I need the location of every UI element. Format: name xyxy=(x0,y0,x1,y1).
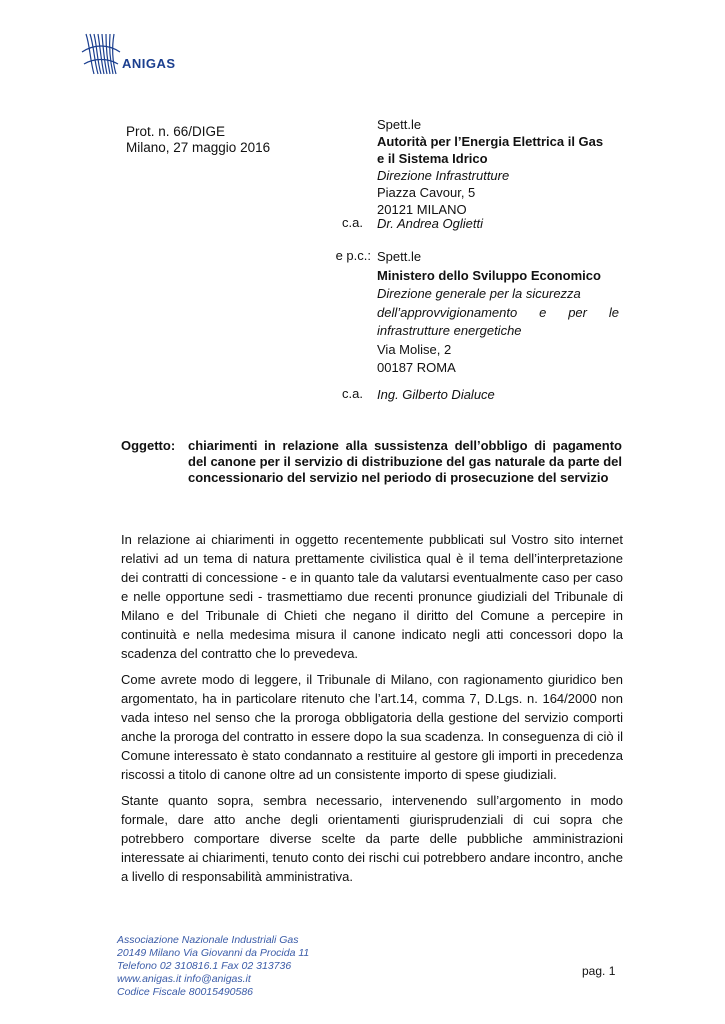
protocol-date: Milano, 27 maggio 2016 xyxy=(126,140,271,155)
recipient-2-city: 00187 ROMA xyxy=(377,360,456,375)
recipient-1-ca-label: c.a. xyxy=(342,215,363,230)
body-paragraph-3: Stante quanto sopra, sembra necessario, intervenendo sull’argomento in modo formale, dare atto anche degli orientamenti giurisprudenziali di cui sopra che potrebbero comportare diverse scelte da parte delle pubbliche amministrazioni interessate ai chiarimenti, tenuto conto dei rischi cui potrebbero andare incontro, anche a livello di responsabilità amministrativa. xyxy=(121,793,623,884)
recipient-2-ca-label: c.a. xyxy=(342,386,363,401)
subject-label: Oggetto: xyxy=(121,438,176,453)
recipient-2-epc-label: e p.c.: xyxy=(335,248,371,263)
recipient-1-name-line2: e il Sistema Idrico xyxy=(377,151,488,166)
recipient-2-department-line3: infrastrutture energetiche xyxy=(377,323,522,338)
recipient-2-ca-person: Ing. Gilberto Dialuce xyxy=(377,387,495,402)
recipient-2-address xyxy=(377,248,619,378)
protocol-number: Prot. n. 66/DIGE xyxy=(126,124,226,139)
recipient-1-name-line1: Autorità per l’Energia Elettrica il Gas xyxy=(377,134,604,149)
anigas-logo-icon xyxy=(80,30,190,80)
recipient-1-department: Direzione Infrastrutture xyxy=(377,168,510,183)
body-paragraph-1: In relazione ai chiarimenti in oggetto recentemente pubblicati sul Vostro sito internet relativi ad un tema di natura prettamente civilistica qual è il tema dell’interpretazione dei contratti di concessione - e in quanto tale da valutarsi eventualmente caso per caso e nelle opportune sedi - trasmettiamo due recenti pronunce giudiziali del Tribunale di Milano e del Tribunale di Chieti che negano il diritto del Comune a percepire in continuità e nella medesima misura il canone indicato negli atti concessori dopo la scadenza del contratto che lo prevedeva. xyxy=(121,532,623,661)
footer-line-3: Telefono 02 310816.1 Fax 02 313736 xyxy=(117,960,292,972)
footer-line-4: www.anigas.it info@anigas.it xyxy=(117,973,251,985)
recipient-1-address xyxy=(377,116,603,218)
recipient-1-salutation: Spett.le xyxy=(377,117,422,132)
recipient-1-ca-person: Dr. Andrea Oglietti xyxy=(377,216,483,231)
footer-line-2: 20149 Milano Via Giovanni da Procida 11 xyxy=(117,947,310,959)
subject-text: chiarimenti in relazione alla sussistenza dell’obbligo di pagamento del canone per il servizio di distribuzione del gas naturale da parte del concessionario del servizio nel periodo di prosecuzione del servizio xyxy=(188,438,622,485)
recipient-1-city: 20121 MILANO xyxy=(377,202,467,217)
logo-text: ANIGAS xyxy=(122,56,176,71)
recipient-2-salutation: Spett.le xyxy=(377,249,422,264)
recipient-2-department-line2: dell’approvvigionamento e per le xyxy=(377,304,619,320)
page-number: pag. 1 xyxy=(582,964,616,978)
body-paragraph-2: Come avrete modo di leggere, il Tribunale di Milano, con ragionamento giuridico ben argomentato, ha in particolare ritenuto che l’art.14, comma 7, D.Lgs. n. 164/2000 non vada inteso nel senso che la proroga obbligatoria della gestione del servizio comporti anche la proroga del contratto in essere dopo la sua scadenza. In conseguenza di ciò il Comune interessato è stato condannato a restituire al gestore gli importi in precedenza riscossi a titolo di canone oltre ad un consistente importo di spese giudiziali. xyxy=(121,672,623,782)
recipient-2-department-line1: Direzione generale per la sicurezza xyxy=(377,286,581,301)
footer-address xyxy=(117,934,309,999)
recipient-2-name: Ministero dello Sviluppo Economico xyxy=(377,267,601,283)
recipient-2-street: Via Molise, 2 xyxy=(377,341,452,357)
recipient-1-street: Piazza Cavour, 5 xyxy=(377,185,476,200)
letter-body xyxy=(121,530,623,893)
footer-line-1: Associazione Nazionale Industriali Gas xyxy=(117,934,299,946)
footer-line-5: Codice Fiscale 80015490586 xyxy=(117,986,254,998)
protocol-block xyxy=(126,124,270,156)
